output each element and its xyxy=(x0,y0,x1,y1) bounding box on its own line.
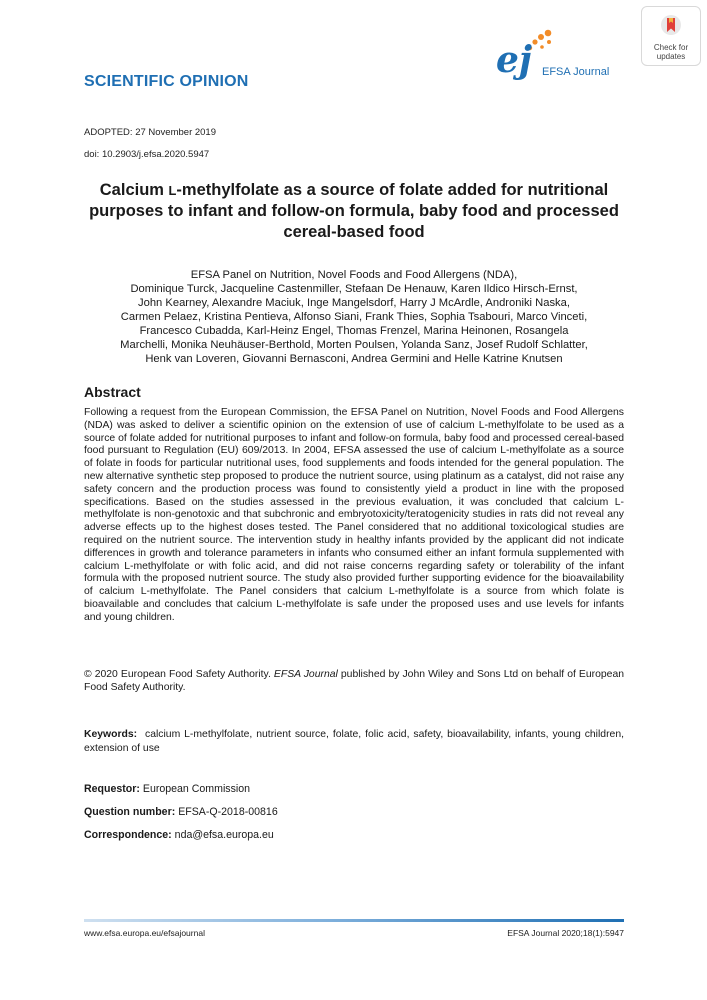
copyright-prefix: © 2020 European Food Safety Authority. xyxy=(84,669,274,680)
author-line: EFSA Panel on Nutrition, Novel Foods and Food Allergens (NDA), xyxy=(190,269,518,281)
author-line: John Kearney, Alexandre Maciuk, Inge Mangelsdorf, Harry J McArdle, Androniki Naska, xyxy=(138,297,570,309)
author-line: Carmen Pelaez, Kristina Pentieva, Alfonso Siani, Frank Thies, Sophia Tsabouri, Marco Vinceti, xyxy=(120,311,588,323)
keywords xyxy=(84,728,624,755)
adopted-date: ADOPTED: 27 November 2019 xyxy=(84,127,217,138)
keywords-label: Keywords: xyxy=(84,729,138,740)
question-value: EFSA-Q-2018-00816 xyxy=(178,806,278,818)
doi[interactable]: doi: 10.2903/j.efsa.2020.5947 xyxy=(84,149,210,160)
requestor xyxy=(84,783,250,795)
paper-title xyxy=(84,180,624,243)
title-smallcaps-l: L xyxy=(168,183,177,198)
abstract-heading: Abstract xyxy=(84,384,141,400)
author-line: Francesco Cubadda, Karl-Heinz Engel, Thomas Frenzel, Marina Heinonen, Rosangela xyxy=(139,325,569,337)
question-number xyxy=(84,806,278,818)
correspondence xyxy=(84,829,274,841)
title-part-1: Calcium xyxy=(99,181,169,199)
requestor-value: European Commission xyxy=(142,783,251,795)
author-list xyxy=(84,268,624,366)
requestor-label: Requestor: xyxy=(84,783,140,795)
keywords-text: calcium L-methylfolate, nutrient source, folate, folic acid, safety, bioavailability, infants, young children, extension of use xyxy=(84,729,624,754)
efsa-journal-logo[interactable] xyxy=(496,28,626,83)
copyright-suffix: published by John Wiley and Sons Ltd on behalf of European Food Safety Authority. xyxy=(84,669,625,693)
copyright-notice xyxy=(84,669,624,695)
author-line: Henk van Loveren, Giovanni Bernasconi, Andrea Germini and Helle Katrine Knutsen xyxy=(145,353,563,365)
bookmark-check-icon xyxy=(660,14,682,36)
check-for-updates-label: Check for updates xyxy=(653,43,689,61)
logo-mark: ej xyxy=(496,39,532,81)
abstract-body: Following a request from the European Commission, the EFSA Panel on Nutrition, Novel Foods and Food Allergens (NDA) was asked to deliver a scientific opinion on the extension of use of calcium L-methylfolate to be used as a source of folate added for nutritional purposes to infant and follow-on formula, baby food and processed cereal-based food pursuant to Regulation (EU) 609/2013. In 2004, EFSA assessed the use of calcium L-methylfolate as a source of folate in foods for particular nutritional uses, food supplements and foods intended for the general population. The new alternative synthetic step proposed to produce the nutrient source, using platinum as a catalyst, did not raise any safety concern and the production process was found to consistently yield a product in line with the proposed specifications. Based on the studies assessed in the previous evaluation, it was concluded that calcium L-methylfolate is non-genotoxic and that subchronic and embryotoxicity/teratogenicity studies in rats did not reveal any adverse effects up to the highest doses tested. The Panel considered that no additional toxicological studies are required on the nutrient source. The intervention study in healthy infants provided by the applicant did not indicate differences in growth and tolerance parameters in infants who consumed either an infant formula supplemented with calcium L-methylfolate or with folic acid, and did not raise concerns regarding safety or tolerability of the infant formula with the proposed nutrient source. The study also provided further supporting evidence for the bioavailability of calcium L-methylfolate. The Panel considers that calcium L-methylfolate is a source from which folate is bioavailable and concludes that calcium L-methylfolate is safe under the proposed uses and use levels for infants and young children. xyxy=(84,407,624,623)
footer-url[interactable]: www.efsa.europa.eu/efsajournal xyxy=(84,928,205,938)
question-label: Question number: xyxy=(84,806,176,818)
check-for-updates-badge[interactable] xyxy=(641,6,701,66)
correspondence-label: Correspondence: xyxy=(84,829,172,841)
footer-divider xyxy=(84,919,624,922)
journal-name: EFSA Journal xyxy=(542,66,610,78)
copyright-journal: EFSA Journal xyxy=(273,669,338,680)
correspondence-email[interactable]: nda@efsa.europa.eu xyxy=(174,829,274,841)
title-part-2: -methylfolate as a source of folate added for nutritional purposes to infant and follow-on formula, baby food and processed cereal-based food xyxy=(89,181,619,241)
section-label: SCIENTIFIC OPINION xyxy=(84,73,249,90)
author-line: Dominique Turck, Jacqueline Castenmiller, Stefaan De Henauw, Karen Ildico Hirsch-Ernst, xyxy=(130,283,578,295)
author-line: Marchelli, Monika Neuhäuser-Berthold, Morten Poulsen, Yolanda Sanz, Josef Rudolf Schlatter, xyxy=(120,339,588,351)
footer-citation: EFSA Journal 2020;18(1):5947 xyxy=(507,928,624,938)
